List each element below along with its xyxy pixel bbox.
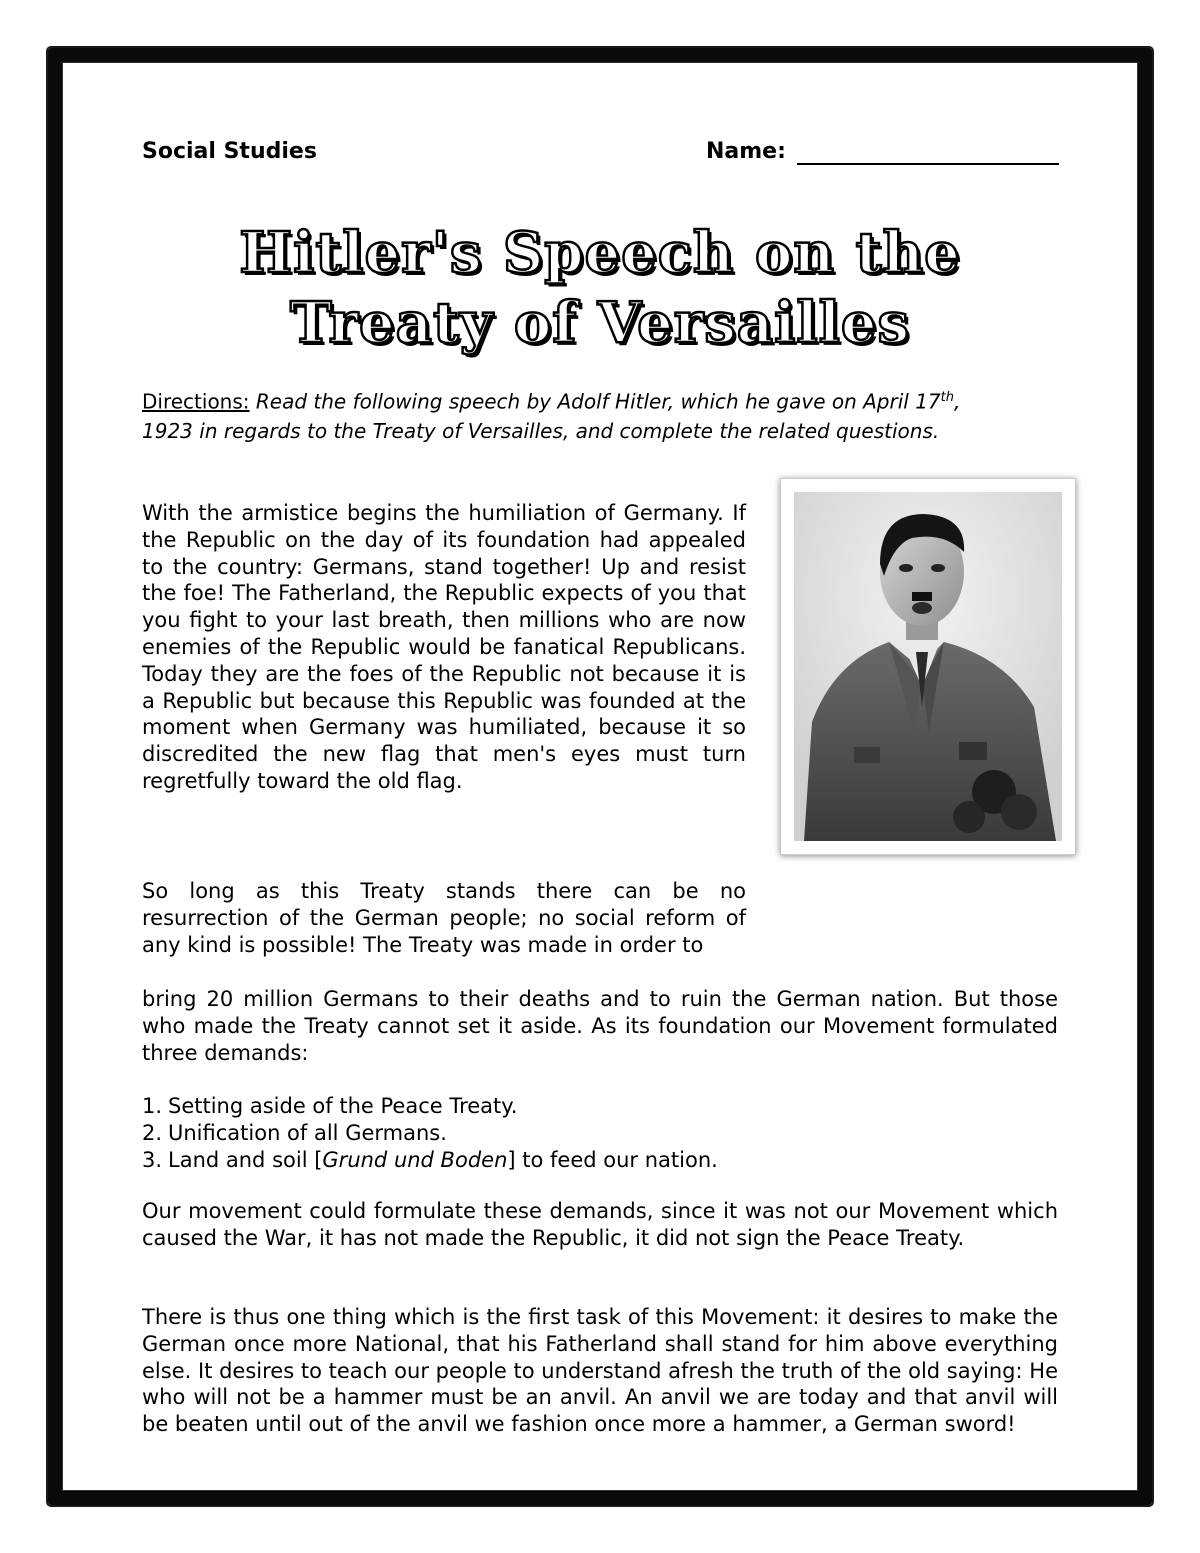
- list-number: 2.: [142, 1120, 163, 1145]
- list-item: [142, 1147, 718, 1174]
- list-item: [142, 1093, 718, 1120]
- name-blank-line[interactable]: [797, 163, 1059, 165]
- name-label: Name:: [706, 139, 786, 164]
- list-item: [142, 1120, 718, 1147]
- list-text: Setting aside of the Peace Treaty.: [168, 1094, 518, 1118]
- demands-list: [142, 1093, 718, 1173]
- list-number: 1.: [142, 1094, 163, 1118]
- directions-superscript: th: [940, 390, 954, 405]
- speech-paragraph-2-end: bring 20 million Germans to their deaths and to ruin the German nation. But those who made the Treaty cannot set it aside. As its foundation our Movement formulated three demands:: [142, 987, 1058, 1065]
- directions-text-2: , 1923 in regards to the Treaty of Versailles, and complete the related questions.: [142, 389, 961, 443]
- list-number: 3.: [142, 1147, 163, 1172]
- title-line-1: Hitler's Speech on the: [239, 220, 961, 286]
- list-text-after: ] to feed our nation.: [507, 1147, 718, 1172]
- directions: [142, 383, 1002, 446]
- worksheet-title: [142, 218, 1058, 358]
- portrait-photo-icon: [794, 492, 1062, 841]
- subject-label: Social Studies: [142, 139, 317, 164]
- list-text: Land and soil [: [168, 1147, 323, 1172]
- list-text: Unification of all Germans.: [168, 1120, 447, 1145]
- speech-paragraph-1: With the armistice begins the humiliation of Germany. If the Republic on the day of its foundation had appealed to the country: Germans, stand together! Up and resist the foe! The Fatherland, the Republic expects of you that you fight to your last breath, then millions who are now enemies of the Republic would be fanatical Republicans. Today they are the foes of the Republic not because it is a Republic but because this Republic was founded at the moment when Germany was humiliated, because it so discredited the new flag that men's eyes must turn regretfully toward the old flag.: [142, 501, 746, 793]
- title-line-2: Treaty of Versailles: [289, 290, 911, 356]
- directions-text-1: Read the following speech by Adolf Hitler, which he gave on April 17: [249, 389, 941, 414]
- directions-label: Directions:: [142, 389, 250, 414]
- list-text-italic: Grund und Boden: [322, 1147, 508, 1172]
- portrait-photo: [780, 478, 1076, 855]
- speech-paragraph-2-start: So long as this Treaty stands there can be no resurrection of the German people; no social reform of any kind is possible! The Treaty was made in order to: [142, 879, 746, 957]
- speech-paragraph-3: Our movement could formulate these demands, since it was not our Movement which caused the War, it has not made the Republic, it did not sign the Peace Treaty.: [142, 1199, 1058, 1250]
- speech-paragraph-4: There is thus one thing which is the first task of this Movement: it desires to make the German once more National, that his Fatherland shall stand for him above everything else. It desires to teach our people to understand afresh the truth of the old saying: He who will not be a hammer must be an anvil. An anvil we are today and that anvil will be beaten until out of the anvil we fashion once more a hammer, a German sword!: [142, 1305, 1058, 1437]
